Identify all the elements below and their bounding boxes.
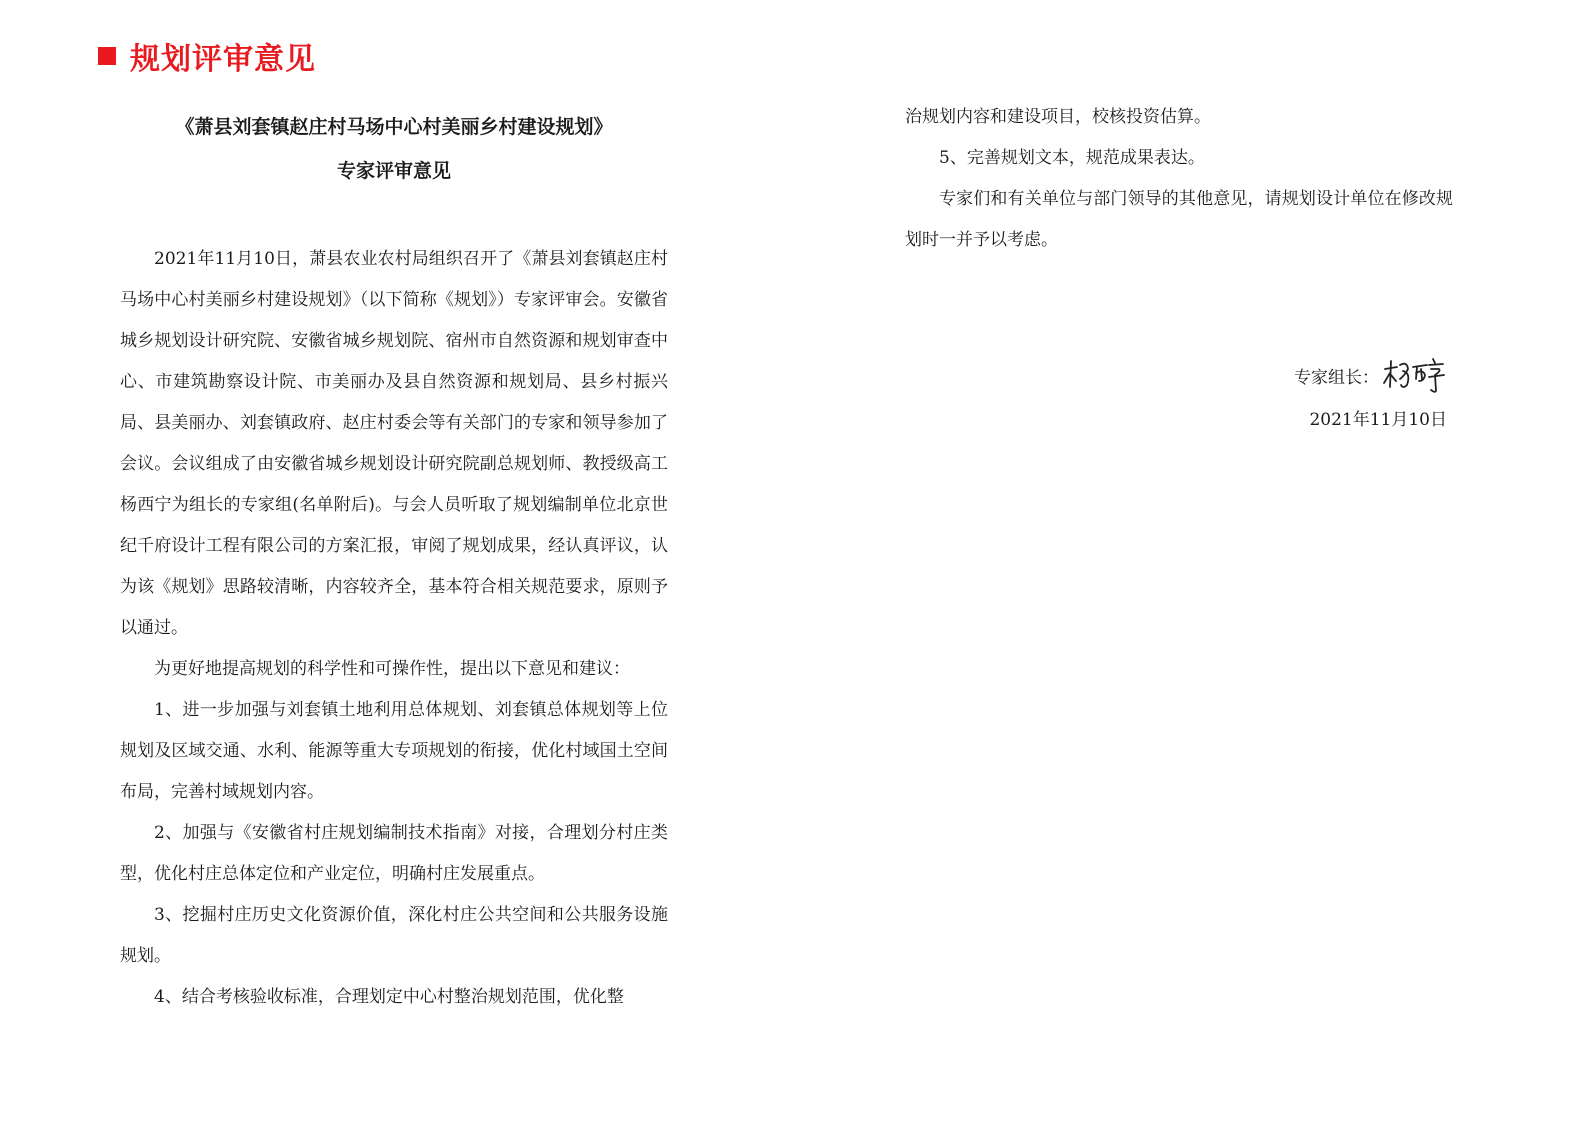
handwritten-signature-icon xyxy=(1381,355,1447,395)
paragraph-item-4-continued: 治规划内容和建设项目，校核投资估算。 xyxy=(905,107,1211,127)
paragraph-intro: 2021年11月10日，萧县农业农村局组织召开了《萧县刘套镇赵庄村马场中心村美丽乡村建设规划》（以下简称《规划》）专家评审会。安徽省城乡规划设计研究院、安徽省城乡规划院、宿州市自然资源和规划审查中心、市建筑勘察设计院、市美丽办及县自然资源和规划局、县乡村振兴局、县美丽办、刘套镇政府、赵庄村委会等有关部门的专家和领导参加了会议。会议组成了由安徽省城乡规划设计研究院副总规划师、教授级高工杨西宁为组长的专家组(名单附后)。与会人员听取了规划编制单位北京世纪千府设计工程有限公司的方案汇报，审阅了规划成果，经认真评议，认为该《规划》思路较清晰，内容较齐全，基本符合相关规范要求，原则予以通过。 xyxy=(120,249,668,638)
page-header xyxy=(98,34,316,78)
right-column xyxy=(905,97,1453,261)
paragraph-item-3: 3、挖掘村庄历史文化资源价值，深化村庄公共空间和公共服务设施规划。 xyxy=(120,905,668,966)
signature-date: 2021年11月10日 xyxy=(1309,410,1447,430)
paragraph-closing: 专家们和有关单位与部门领导的其他意见，请规划设计单位在修改规划时一并予以考虑。 xyxy=(905,189,1453,250)
signature-line xyxy=(1294,350,1447,400)
paragraph-item-1: 1、进一步加强与刘套镇土地利用总体规划、刘套镇总体规划等上位规划及区域交通、水利、能源等重大专项规划的衔接，优化村域国土空间布局，完善村域规划内容。 xyxy=(120,700,668,802)
left-column xyxy=(120,105,668,1018)
paragraph-suggestions-lead: 为更好地提高规划的科学性和可操作性，提出以下意见和建议： xyxy=(154,659,630,679)
red-square-icon xyxy=(98,47,116,65)
document-title: 《萧县刘套镇赵庄村马场中心村美丽乡村建设规划》 xyxy=(175,116,613,138)
signature-block xyxy=(1294,350,1447,440)
paragraph-item-4-start: 4、结合考核验收标准，合理划定中心村整治规划范围，优化整 xyxy=(154,987,624,1007)
paragraph-item-2: 2、加强与《安徽省村庄规划编制技术指南》对接，合理划分村庄类型，优化村庄总体定位和产业定位，明确村庄发展重点。 xyxy=(120,823,668,884)
signature-label: 专家组长： xyxy=(1294,367,1379,388)
document-subtitle: 专家评审意见 xyxy=(336,160,451,182)
page-title: 规划评审意见 xyxy=(130,42,316,77)
paragraph-item-5: 5、完善规划文本，规范成果表达。 xyxy=(939,148,1205,168)
